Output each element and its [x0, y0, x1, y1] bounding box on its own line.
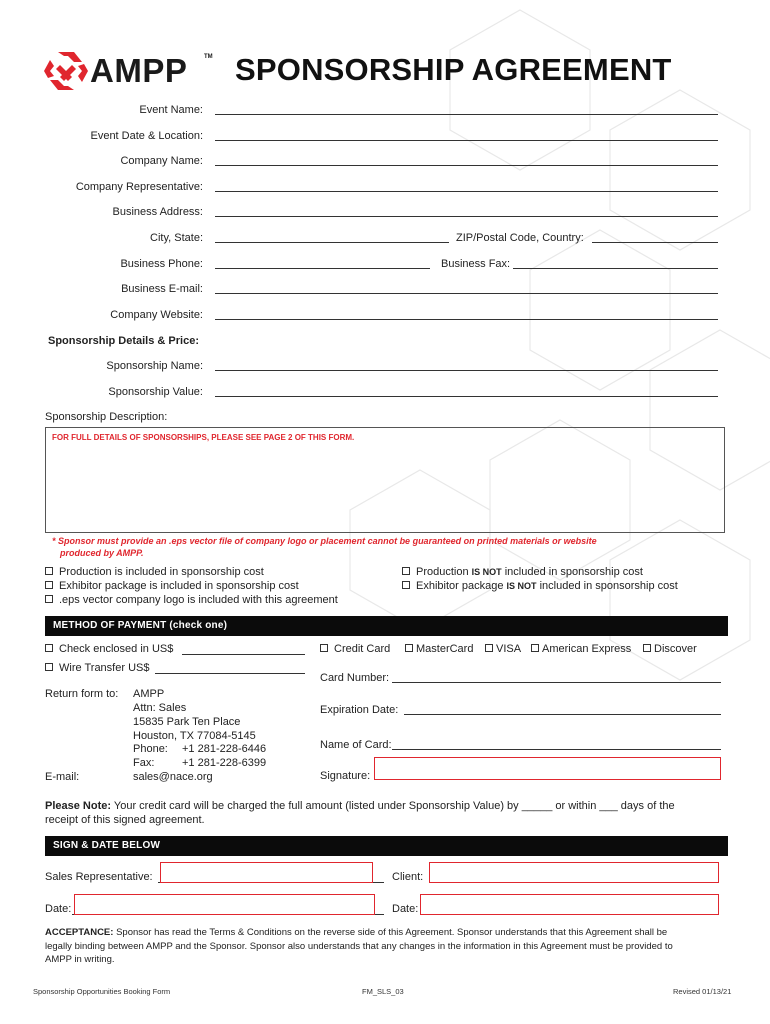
fax-value: +1 281-228-6399	[182, 757, 267, 769]
logo-trademark: TM	[204, 54, 213, 60]
logo-wordmark: AMPP	[90, 52, 188, 89]
footer-revision: Revised 01/13/21	[673, 987, 732, 996]
client-label: Client:	[392, 871, 424, 883]
company-representative-field[interactable]	[215, 191, 718, 192]
city-state-field[interactable]	[215, 242, 449, 243]
business-fax-label: Business Fax:	[441, 258, 511, 270]
exhibitor-not-included-option[interactable]: Exhibitor package IS NOT included in sponsorship cost	[402, 580, 678, 592]
return-street: 15835 Park Ten Place	[133, 716, 241, 728]
sales-date-field[interactable]	[74, 894, 375, 915]
sign-date-bar: SIGN & DATE BELOW	[45, 836, 728, 856]
eps-logo-included-option[interactable]: .eps vector company logo is included with this agreement	[45, 594, 338, 606]
city-state-label: City, State:	[150, 232, 203, 244]
return-attn: Attn: Sales	[133, 702, 187, 714]
expiration-date-field[interactable]	[404, 714, 721, 715]
return-form-label: Return form to:	[45, 688, 119, 700]
business-fax-field[interactable]	[513, 268, 718, 269]
sales-rep-label: Sales Representative:	[45, 871, 153, 883]
company-name-field[interactable]	[215, 165, 718, 166]
company-representative-label: Company Representative:	[75, 181, 203, 193]
client-signature-field[interactable]	[429, 862, 719, 883]
description-note: FOR FULL DETAILS OF SPONSORSHIPS, PLEASE SEE PAGE 2 OF THIS FORM.	[52, 433, 355, 442]
page-title: SPONSORSHIP AGREEMENT	[235, 52, 672, 87]
business-address-label: Business Address:	[112, 206, 203, 218]
event-name-label: Event Name:	[139, 104, 203, 116]
checkbox-icon[interactable]	[45, 595, 53, 603]
card-number-label: Card Number:	[320, 672, 390, 684]
signature-label: Signature:	[320, 770, 371, 782]
zip-country-label: ZIP/Postal Code, Country:	[456, 232, 584, 244]
sponsorship-value-field[interactable]	[215, 396, 718, 397]
payment-method-bar: METHOD OF PAYMENT (check one)	[45, 616, 728, 636]
checkbox-icon[interactable]	[531, 644, 539, 652]
sponsorship-name-field[interactable]	[215, 370, 718, 371]
card-signature-field[interactable]	[374, 757, 721, 780]
check-enclosed-option[interactable]: Check enclosed in US$	[45, 643, 173, 655]
exhibitor-included-option[interactable]: Exhibitor package is included in sponsorship cost	[45, 580, 299, 592]
charge-note: Please Note: Your credit card will be charged the full amount (listed under Sponsorship Value) by _____ or within ___ days of the receipt of this signed agreement.	[45, 800, 675, 826]
checkbox-icon[interactable]	[402, 581, 410, 589]
business-phone-field[interactable]	[215, 268, 430, 269]
checkbox-icon[interactable]	[402, 567, 410, 575]
ampp-logo-icon	[44, 50, 88, 92]
event-name-field[interactable]	[215, 114, 718, 115]
zip-country-field[interactable]	[592, 242, 718, 243]
production-not-included-option[interactable]: Production IS NOT included in sponsorship cost	[402, 566, 643, 578]
card-number-field[interactable]	[392, 682, 721, 683]
email-value[interactable]: sales@nace.org	[133, 771, 213, 783]
logo-requirement-note-line2: produced by AMPP.	[60, 548, 144, 558]
footer-form-code: FM_SLS_03	[362, 987, 404, 996]
sales-date-label: Date:	[45, 903, 72, 915]
discover-option[interactable]: Discover	[643, 643, 697, 655]
sponsorship-description-box[interactable]	[45, 427, 725, 533]
fax-label: Fax:	[133, 757, 155, 769]
amex-option[interactable]: American Express	[531, 643, 631, 655]
credit-card-option[interactable]: Credit Card	[320, 643, 390, 655]
logo-requirement-note-line1: * Sponsor must provide an .eps vector file of company logo or placement cannot be guaranteed on printed materials or website	[52, 536, 597, 546]
name-on-card-label: Name of Card:	[320, 739, 392, 751]
company-website-label: Company Website:	[110, 309, 203, 321]
business-address-field[interactable]	[215, 216, 718, 217]
checkbox-icon[interactable]	[405, 644, 413, 652]
event-date-location-field[interactable]	[215, 140, 718, 141]
sponsorship-details-heading: Sponsorship Details & Price:	[48, 335, 199, 347]
business-email-label: Business E-mail:	[121, 283, 203, 295]
footer-form-name: Sponsorship Opportunities Booking Form	[33, 987, 171, 996]
client-date-field[interactable]	[420, 894, 719, 915]
checkbox-icon[interactable]	[45, 581, 53, 589]
event-date-location-label: Event Date & Location:	[90, 130, 203, 142]
return-city: Houston, TX 77084-5145	[133, 730, 256, 742]
company-name-label: Company Name:	[120, 155, 203, 167]
phone-value: +1 281-228-6446	[182, 743, 267, 755]
phone-label: Phone:	[133, 743, 168, 755]
check-amount-field[interactable]	[182, 654, 305, 655]
client-date-label: Date:	[392, 903, 419, 915]
visa-option[interactable]: VISA	[485, 643, 521, 655]
sponsorship-value-label: Sponsorship Value:	[108, 386, 203, 398]
return-org: AMPP	[133, 688, 165, 700]
sales-rep-signature-field[interactable]	[160, 862, 373, 883]
checkbox-icon[interactable]	[45, 567, 53, 575]
checkbox-icon[interactable]	[643, 644, 651, 652]
name-on-card-field[interactable]	[392, 749, 721, 750]
sponsorship-name-label: Sponsorship Name:	[106, 360, 203, 372]
wire-amount-field[interactable]	[155, 673, 305, 674]
production-included-option[interactable]: Production is included in sponsorship cost	[45, 566, 264, 578]
acceptance-statement: ACCEPTANCE: Sponsor has read the Terms & Conditions on the reverse side of this Agreement. Sponsor understands that this Agreement shall be legally binding between AMPP and the Sponsor. Sponsor also understands that any changes in the information in this Agreement must be provided to AMPP in writing.	[45, 927, 673, 965]
business-email-field[interactable]	[215, 293, 718, 294]
checkbox-icon[interactable]	[320, 644, 328, 652]
mastercard-option[interactable]: MasterCard	[405, 643, 473, 655]
checkbox-icon[interactable]	[45, 663, 53, 671]
sponsorship-description-label: Sponsorship Description:	[45, 411, 168, 423]
ampp-logo	[44, 48, 224, 94]
expiration-date-label: Expiration Date:	[320, 704, 399, 716]
checkbox-icon[interactable]	[45, 644, 53, 652]
email-label: E-mail:	[45, 771, 80, 783]
business-phone-label: Business Phone:	[120, 258, 203, 270]
checkbox-icon[interactable]	[485, 644, 493, 652]
company-website-field[interactable]	[215, 319, 718, 320]
wire-transfer-option[interactable]: Wire Transfer US$	[45, 662, 149, 674]
